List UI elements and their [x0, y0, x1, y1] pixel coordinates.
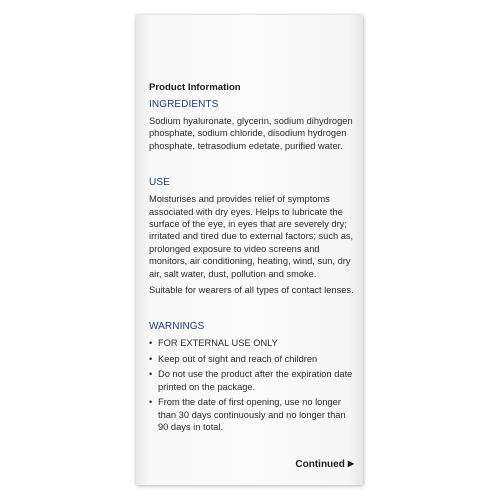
- ingredients-text: Sodium hyaluronate, glycerin, sodium dihydrogen phosphate, sodium chloride, disodium hydrogen phosphate, tetrasodium edetate, purified water.: [149, 116, 353, 151]
- product-leaflet-panel: [136, 15, 363, 485]
- bullet-icon: •: [149, 353, 153, 364]
- use-heading: USE: [149, 177, 170, 189]
- ingredients-section: [149, 98, 355, 152]
- list-item: [149, 337, 355, 349]
- warning-text: FOR EXTERNAL USE ONLY: [158, 338, 278, 349]
- leaflet-content: [149, 81, 355, 436]
- warning-text: Keep out of sight and reach of children: [158, 353, 318, 364]
- play-arrow-icon: ▶: [347, 459, 354, 468]
- warnings-list: [149, 337, 355, 433]
- bullet-icon: •: [149, 397, 153, 408]
- warnings-section: [149, 320, 355, 433]
- use-paragraph-1: Moisturises and provides relief of symptoms associated with dry eyes. Helps to lubricate the surface of the eye, in eyes that are severely dry; irritated and tired due to external factors; such as, prolonged exposure to video screens and monitors, air conditioning, heating, wind, sun, dry air, salt water, dust, pollution and smoke.: [149, 194, 354, 279]
- warnings-heading: WARNINGS: [149, 321, 205, 333]
- product-information-title: Product Information: [149, 82, 241, 93]
- bullet-icon: •: [149, 369, 153, 380]
- list-item: [149, 368, 355, 393]
- ingredients-heading: INGREDIENTS: [149, 99, 219, 110]
- use-paragraph-2: Suitable for wearers of all types of contact lenses.: [149, 285, 354, 296]
- section-spacer: [149, 296, 355, 320]
- section-spacer: [149, 152, 355, 176]
- bullet-icon: •: [149, 338, 153, 349]
- use-section: [149, 176, 355, 296]
- continued-indicator: [295, 459, 354, 470]
- list-item: [149, 396, 355, 433]
- list-item: [149, 353, 355, 365]
- warning-text: From the date of first opening, use no longer than 30 days continuously and no longer than 90 days in total.: [158, 397, 346, 432]
- warning-text: Do not use the product after the expiration date printed on the package.: [158, 369, 353, 392]
- continued-label: Continued: [295, 459, 345, 470]
